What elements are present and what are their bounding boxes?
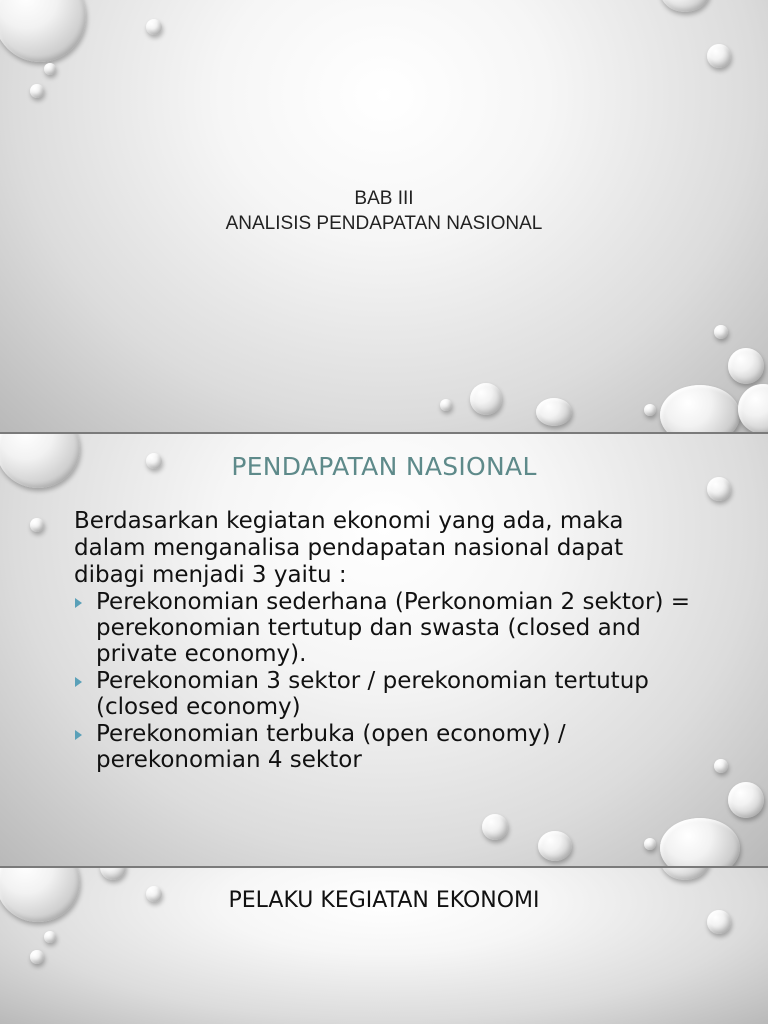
chapter-label: BAB III [354, 188, 414, 209]
water-droplet-icon [30, 950, 44, 964]
slide-heading: PENDAPATAN NASIONAL [231, 452, 537, 481]
water-droplet-icon [146, 19, 162, 35]
bullet-item [74, 668, 714, 720]
water-droplet-icon [728, 782, 764, 818]
water-droplet-icon [714, 759, 728, 773]
chapter-title: ANALISIS PENDAPATAN NASIONAL [225, 213, 543, 234]
body-paragraph: dalam menganalisa pendapatan nasional dapat [74, 535, 624, 561]
water-droplet-icon [470, 383, 502, 415]
water-droplet-icon [644, 404, 656, 416]
body-paragraph: dibagi menjadi 3 yaitu : [74, 562, 347, 588]
body-paragraph: Berdasarkan kegiatan ekonomi yang ada, maka [74, 508, 624, 534]
triangle-right-icon [75, 677, 82, 687]
triangle-right-icon [75, 598, 82, 608]
water-droplet-icon [536, 398, 572, 426]
triangle-right-icon [75, 730, 82, 740]
water-droplet-icon [0, 0, 86, 62]
water-droplet-icon [738, 384, 768, 432]
slide-title-text [0, 186, 768, 236]
water-droplet-icon [44, 63, 56, 75]
water-droplet-icon [44, 931, 56, 943]
water-droplet-icon [728, 348, 764, 384]
slide-content [0, 434, 768, 866]
water-droplet-icon [440, 399, 452, 411]
water-droplet-icon [482, 814, 508, 840]
water-droplet-icon [660, 0, 710, 12]
bullet-item [74, 589, 714, 667]
water-droplet-icon [30, 84, 44, 98]
water-droplet-icon [660, 818, 740, 866]
water-droplet-icon [714, 325, 728, 339]
water-droplet-icon [660, 868, 710, 880]
bullet-item [74, 721, 714, 773]
bullet-text: Perekonomian 3 sektor / perekonomian tertutup (closed economy) [96, 668, 649, 720]
slide-heading: PELAKU KEGIATAN EKONOMI [228, 888, 540, 913]
slide-section [0, 868, 768, 1024]
water-droplet-icon [660, 385, 740, 432]
water-droplet-icon [707, 44, 731, 68]
bullet-text: Perekonomian sederhana (Perkonomian 2 sektor) = perekonomian tertutup dan swasta (closed and private economy). [96, 589, 691, 667]
water-droplet-icon [30, 518, 44, 532]
water-droplet-icon [538, 831, 572, 861]
slide-title [0, 0, 768, 432]
bullet-text: Perekonomian terbuka (open economy) / perekonomian 4 sektor [96, 721, 566, 773]
water-droplet-icon [644, 838, 656, 850]
water-droplet-icon [707, 910, 731, 934]
slide-body [74, 508, 714, 774]
water-droplet-icon [100, 868, 126, 880]
